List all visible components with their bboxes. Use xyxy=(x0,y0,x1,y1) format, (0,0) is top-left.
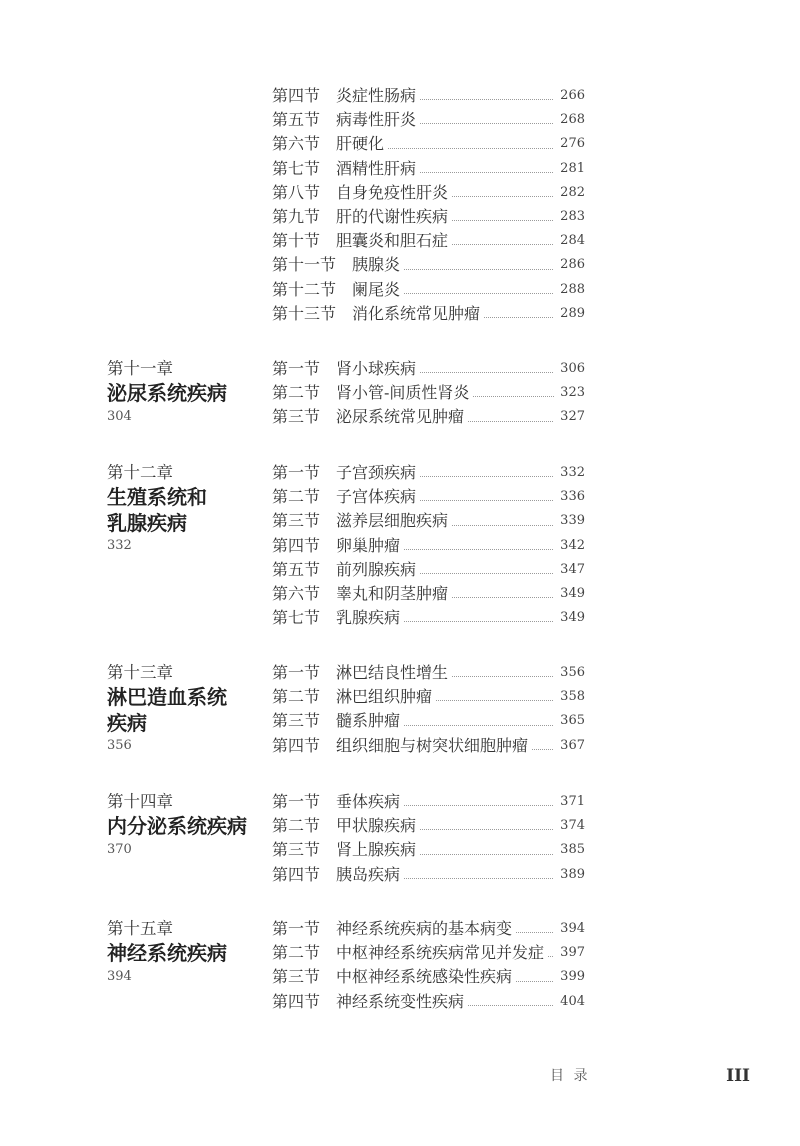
dot-leader xyxy=(420,829,554,830)
section-page-number: 349 xyxy=(560,610,585,626)
dot-leader xyxy=(452,244,554,245)
section-page-number: 289 xyxy=(560,305,585,321)
section-number: 第二节 xyxy=(272,943,321,963)
dot-leader xyxy=(404,878,554,879)
dot-leader xyxy=(388,148,554,149)
section-number: 第三节 xyxy=(272,840,321,860)
section-list xyxy=(272,357,585,430)
chapter-heading xyxy=(107,661,267,756)
toc-entry xyxy=(272,357,585,381)
dot-leader xyxy=(484,317,554,318)
section-title: 肾小球疾病 xyxy=(336,359,417,378)
dot-leader xyxy=(468,421,554,422)
section-page-number: 367 xyxy=(560,737,585,753)
section-list xyxy=(272,661,585,758)
chapter-title: 生殖系统和 xyxy=(107,485,207,509)
section-number: 第一节 xyxy=(272,359,321,378)
section-title: 消化系统常见肿瘤 xyxy=(352,303,481,323)
dot-leader xyxy=(473,396,554,397)
section-list xyxy=(272,790,585,887)
section-title: 卵巢肿瘤 xyxy=(336,535,401,555)
section-title: 自身免疫性肝炎 xyxy=(336,182,449,202)
section-page-number: 339 xyxy=(560,513,585,529)
section-number: 第一节 xyxy=(272,792,321,811)
page-number: III xyxy=(726,1066,750,1086)
section-page-number: 371 xyxy=(560,794,585,809)
section-number: 第三节 xyxy=(272,511,321,531)
dot-leader xyxy=(452,196,554,197)
section-title: 胰腺炎 xyxy=(352,255,401,275)
section-number: 第七节 xyxy=(272,158,321,178)
dot-leader xyxy=(404,805,554,806)
dot-leader xyxy=(420,573,554,574)
toc-entry xyxy=(272,485,585,509)
section-title: 乳腺疾病 xyxy=(336,608,401,628)
section-page-number: 288 xyxy=(560,281,585,297)
section-number: 第十三节 xyxy=(272,303,337,323)
section-page-number: 394 xyxy=(560,921,585,936)
section-page-number: 276 xyxy=(560,136,585,152)
section-title: 滋养层细胞疾病 xyxy=(336,511,449,531)
section-number: 第五节 xyxy=(272,559,321,579)
dot-leader xyxy=(452,220,554,221)
section-page-number: 365 xyxy=(560,713,585,729)
chapter-page-number: 370 xyxy=(107,841,132,857)
section-title: 淋巴结良性增生 xyxy=(336,663,449,682)
section-title: 神经系统变性疾病 xyxy=(336,991,465,1011)
section-number: 第一节 xyxy=(272,463,321,482)
section-number: 第二节 xyxy=(272,383,321,403)
chapter-number: 第十一章 xyxy=(107,359,173,378)
section-number: 第十二节 xyxy=(272,279,337,299)
section-title: 子宫体疾病 xyxy=(336,487,417,507)
toc-entry xyxy=(272,863,585,887)
chapter-title: 疾病 xyxy=(107,710,147,735)
dot-leader xyxy=(420,372,554,373)
chapter-title: 淋巴造血系统 xyxy=(107,685,227,709)
section-number: 第五节 xyxy=(272,110,321,130)
toc-entry xyxy=(272,181,585,205)
section-number: 第二节 xyxy=(272,816,321,836)
chapter-number: 第十二章 xyxy=(107,463,173,482)
section-title: 前列腺疾病 xyxy=(336,559,417,579)
chapter-heading xyxy=(107,357,267,427)
section-page-number: 389 xyxy=(560,866,585,882)
section-page-number: 404 xyxy=(560,993,585,1009)
section-number: 第十一节 xyxy=(272,255,337,275)
section-page-number: 327 xyxy=(560,409,585,425)
chapter-title: 泌尿系统疾病 xyxy=(107,381,227,405)
section-page-number: 268 xyxy=(560,112,585,128)
chapter-title: 神经系统疾病 xyxy=(107,941,227,965)
toc-entry xyxy=(272,302,585,326)
dot-leader xyxy=(420,854,554,855)
section-number: 第六节 xyxy=(272,583,321,603)
toc-entry xyxy=(272,509,585,533)
section-title: 中枢神经系统感染性疾病 xyxy=(336,967,513,987)
section-number: 第四节 xyxy=(272,86,321,105)
section-title: 甲状腺疾病 xyxy=(336,816,417,836)
toc-entry xyxy=(272,205,585,229)
section-title: 淋巴组织肿瘤 xyxy=(336,687,433,707)
dot-leader xyxy=(420,99,554,100)
section-title: 肝硬化 xyxy=(336,134,385,154)
toc-entry xyxy=(272,990,585,1014)
chapter-heading xyxy=(107,461,267,556)
section-number: 第十节 xyxy=(272,231,321,251)
toc-entry xyxy=(272,278,585,302)
section-page-number: 358 xyxy=(560,689,585,705)
section-number: 第三节 xyxy=(272,967,321,987)
chapter-title: 乳腺疾病 xyxy=(107,510,187,535)
toc-entry xyxy=(272,461,585,485)
section-title: 中枢神经系统疾病常见并发症 xyxy=(336,943,545,963)
chapter-page-number: 394 xyxy=(107,968,132,984)
section-number: 第七节 xyxy=(272,608,321,628)
chapter-heading xyxy=(107,790,267,860)
chapter-number: 第十四章 xyxy=(107,792,173,811)
section-number: 第四节 xyxy=(272,864,321,884)
chapter-number: 第十三章 xyxy=(107,663,173,682)
dot-leader xyxy=(548,956,554,957)
section-title: 垂体疾病 xyxy=(336,792,401,811)
toc-entry xyxy=(272,661,585,685)
section-number: 第一节 xyxy=(272,919,321,938)
toc-entry xyxy=(272,606,585,630)
section-number: 第二节 xyxy=(272,687,321,707)
dot-leader xyxy=(404,293,554,294)
section-list xyxy=(272,461,585,630)
dot-leader xyxy=(436,700,554,701)
toc-entry xyxy=(272,790,585,814)
chapter-title: 内分泌系统疾病 xyxy=(107,814,247,838)
section-page-number: 266 xyxy=(560,88,585,103)
section-page-number: 385 xyxy=(560,842,585,858)
section-title: 胰岛疾病 xyxy=(336,864,401,884)
section-page-number: 323 xyxy=(560,385,585,401)
section-page-number: 397 xyxy=(560,945,585,961)
dot-leader xyxy=(532,749,554,750)
section-page-number: 399 xyxy=(560,969,585,985)
section-title: 髓系肿瘤 xyxy=(336,711,401,731)
section-number: 第九节 xyxy=(272,206,321,226)
section-number: 第三节 xyxy=(272,711,321,731)
chapter-heading xyxy=(107,917,267,987)
section-title: 阑尾炎 xyxy=(352,279,401,299)
section-page-number: 281 xyxy=(560,160,585,176)
dot-leader xyxy=(452,525,554,526)
section-page-number: 284 xyxy=(560,233,585,249)
toc-entry xyxy=(272,534,585,558)
section-page-number: 283 xyxy=(560,208,585,224)
section-number: 第四节 xyxy=(272,735,321,755)
section-number: 第一节 xyxy=(272,663,321,682)
section-title: 组织细胞与树突状细胞肿瘤 xyxy=(336,735,529,755)
toc-entry xyxy=(272,381,585,405)
toc-entry xyxy=(272,734,585,758)
section-number: 第四节 xyxy=(272,535,321,555)
toc-entry xyxy=(272,838,585,862)
section-page-number: 349 xyxy=(560,585,585,601)
dot-leader xyxy=(420,500,554,501)
section-page-number: 342 xyxy=(560,537,585,553)
chapter-page-number: 304 xyxy=(107,408,132,424)
section-title: 酒精性肝病 xyxy=(336,158,417,178)
toc-entry xyxy=(272,229,585,253)
section-list xyxy=(272,84,585,326)
section-title: 病毒性肝炎 xyxy=(336,110,417,130)
section-page-number: 347 xyxy=(560,561,585,577)
section-page-number: 332 xyxy=(560,465,585,480)
section-number: 第八节 xyxy=(272,182,321,202)
dot-leader xyxy=(452,676,554,677)
section-number: 第四节 xyxy=(272,991,321,1011)
dot-leader xyxy=(452,597,554,598)
section-page-number: 336 xyxy=(560,489,585,505)
dot-leader xyxy=(420,172,554,173)
toc-entry xyxy=(272,941,585,965)
section-page-number: 374 xyxy=(560,818,585,834)
dot-leader xyxy=(420,476,554,477)
section-page-number: 286 xyxy=(560,257,585,273)
toc-entry xyxy=(272,157,585,181)
chapter-page-number: 332 xyxy=(107,538,132,553)
toc-entry xyxy=(272,814,585,838)
toc-entry xyxy=(272,685,585,709)
section-number: 第三节 xyxy=(272,407,321,427)
dot-leader xyxy=(516,932,554,933)
toc-entry xyxy=(272,132,585,156)
section-page-number: 356 xyxy=(560,665,585,680)
section-title: 肾小管-间质性肾炎 xyxy=(336,383,470,403)
dot-leader xyxy=(404,621,554,622)
toc-entry xyxy=(272,965,585,989)
section-title: 胆囊炎和胆石症 xyxy=(336,231,449,251)
toc-entry xyxy=(272,917,585,941)
toc-entry xyxy=(272,253,585,277)
dot-leader xyxy=(404,725,554,726)
toc-entry xyxy=(272,558,585,582)
chapter-number: 第十五章 xyxy=(107,919,173,938)
running-footer-title: 目 录 xyxy=(550,1068,588,1084)
section-title: 睾丸和阴茎肿瘤 xyxy=(336,583,449,603)
chapter-page-number: 356 xyxy=(107,738,132,753)
section-title: 子宫颈疾病 xyxy=(336,463,417,482)
dot-leader xyxy=(420,123,554,124)
section-title: 炎症性肠病 xyxy=(336,86,417,105)
toc-entry xyxy=(272,709,585,733)
toc-entry xyxy=(272,405,585,429)
section-number: 第六节 xyxy=(272,134,321,154)
dot-leader xyxy=(404,269,554,270)
toc-entry xyxy=(272,108,585,132)
section-page-number: 306 xyxy=(560,361,585,376)
dot-leader xyxy=(468,1005,554,1006)
section-title: 肾上腺疾病 xyxy=(336,840,417,860)
section-title: 泌尿系统常见肿瘤 xyxy=(336,407,465,427)
section-number: 第二节 xyxy=(272,487,321,507)
section-title: 神经系统疾病的基本病变 xyxy=(336,919,513,938)
toc-entry xyxy=(272,582,585,606)
toc-entry xyxy=(272,84,585,108)
section-title: 肝的代谢性疾病 xyxy=(336,206,449,226)
dot-leader xyxy=(516,981,554,982)
section-page-number: 282 xyxy=(560,184,585,200)
section-list xyxy=(272,917,585,1014)
dot-leader xyxy=(404,549,554,550)
